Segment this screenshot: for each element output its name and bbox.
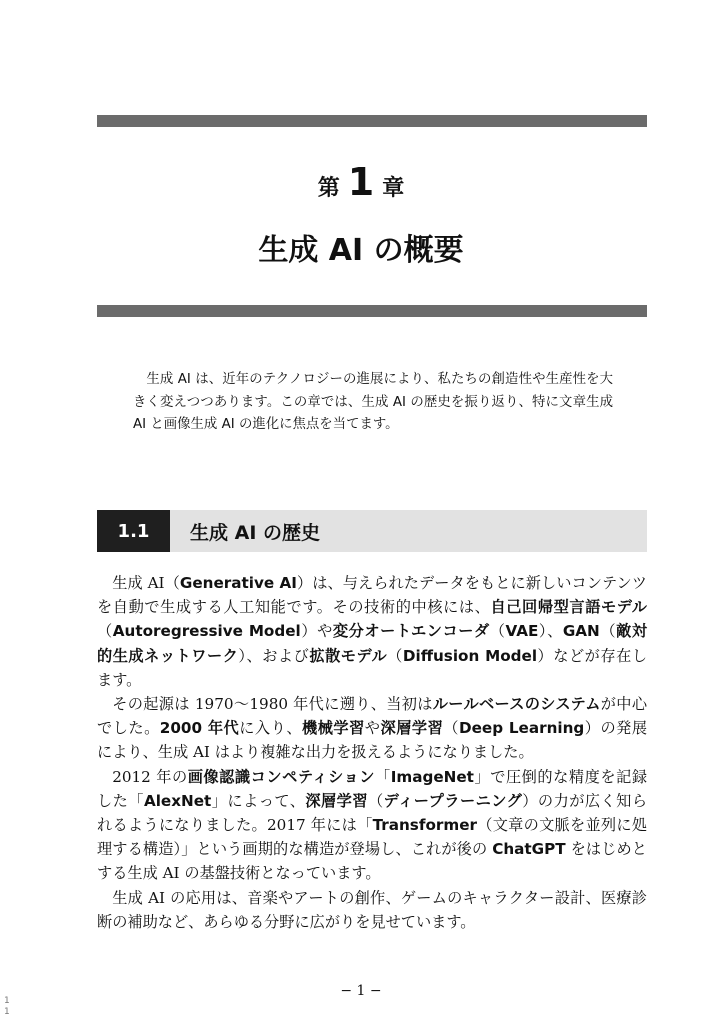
text-run: ）などが存在します。	[97, 646, 648, 689]
bold-term: ChatGPT	[492, 840, 566, 859]
bold-term: 機械学習	[302, 719, 365, 738]
paragraph	[97, 886, 647, 934]
bold-term: ルールベースのシステム	[432, 695, 601, 714]
bold-term: Transformer	[372, 816, 477, 835]
margin-mark: 1	[4, 1007, 10, 1017]
text-run: （	[599, 622, 617, 641]
bold-term: VAE	[505, 622, 539, 641]
text-run: 」によって、	[211, 791, 306, 810]
section-body	[97, 571, 647, 934]
chapter-title: 生成 AI の概要	[258, 233, 464, 268]
chapter-suffix: 章	[382, 176, 405, 201]
text-run: 「	[375, 767, 391, 786]
bold-term: 深層学習	[305, 791, 368, 810]
bold-term: 2000 年代	[159, 719, 240, 738]
margin-marks	[4, 996, 10, 1018]
bold-term: 自己回帰型言語モデル	[490, 598, 647, 617]
bold-term: AlexNet	[143, 791, 212, 810]
text-run: ）、および	[238, 646, 310, 665]
text-run: や	[364, 719, 381, 738]
text-run: （文章の文脈を並列に処理する構造）」という画期的な構造が登場し、これが後の	[97, 816, 647, 859]
text-run: ）は、与えられたデータをもとに新しいコンテンツを自動で生成する人工知能です。その技術的中核には、	[97, 574, 647, 617]
text-run: （	[387, 646, 403, 665]
text-run: ）や	[300, 622, 333, 641]
bold-term: 敵対的生成ネットワーク	[97, 622, 648, 665]
text-run: ）の力が広く知られるようになりました。2017 年には「	[97, 791, 648, 835]
chapter-prefix: 第	[317, 176, 340, 201]
paragraph	[97, 692, 647, 765]
bold-term: 画像認識コンペティション	[187, 767, 375, 786]
text-run: 2012 年の	[112, 767, 188, 786]
page-number: − 1 −	[340, 983, 382, 999]
paragraph	[97, 765, 647, 886]
chapter-intro: 生成 AI は、近年のテクノロジーの進展により、私たちの創造性や生産性を大きく変えつつあります。この章では、生成 AI の歴史を振り返り、特に文章生成 AI と画像生成 AI の進化に焦点を当てます。	[133, 372, 613, 432]
bold-term: GAN	[562, 622, 600, 641]
text-run: をはじめとする生成 AI の基盤技術となっています。	[97, 840, 647, 883]
bold-term: Diffusion Model	[402, 646, 538, 665]
text-run: が中心でした。	[97, 695, 648, 738]
text-run: ）、	[538, 622, 563, 641]
bold-term: Autoregressive Model	[112, 622, 301, 641]
text-run: その起源は 1970〜1980 年代に遡り、当初は	[112, 695, 433, 714]
text-run: （	[443, 719, 459, 738]
text-run: 生成 AI（	[112, 574, 180, 592]
bold-term: Generative AI	[179, 574, 297, 592]
paragraph	[97, 571, 647, 692]
bold-term: ディープラーニング	[383, 791, 523, 810]
text-run: （	[368, 791, 384, 810]
bold-term: Deep Learning	[458, 719, 585, 738]
top-rule	[97, 115, 647, 127]
bold-term: 拡散モデル	[309, 646, 388, 665]
chapter-num: 1	[347, 160, 375, 204]
text-run: 生成 AI の応用は、音楽やアートの創作、ゲームのキャラクター設計、医療診断の補助など、あらゆる分野に広がりを見せています。	[97, 888, 647, 931]
chapter-number	[0, 160, 722, 204]
bold-term: 変分オートエンコーダ	[332, 622, 490, 641]
text-run: （	[97, 622, 113, 641]
text-run: 」で圧倒的な精度を記録した「	[97, 767, 648, 810]
section-number: 1.1	[97, 510, 170, 552]
margin-mark: 1	[4, 996, 10, 1006]
text-run: ）の発展により、生成 AI はより複雑な出力を扱えるようになりました。	[97, 719, 648, 762]
text-run: に入り、	[239, 719, 303, 738]
text-run: （	[489, 622, 506, 641]
section-title: 生成 AI の歴史	[190, 521, 321, 544]
bold-term: ImageNet	[390, 767, 474, 786]
bold-term: 深層学習	[380, 719, 444, 738]
section-heading	[97, 510, 647, 552]
bottom-rule	[97, 305, 647, 317]
